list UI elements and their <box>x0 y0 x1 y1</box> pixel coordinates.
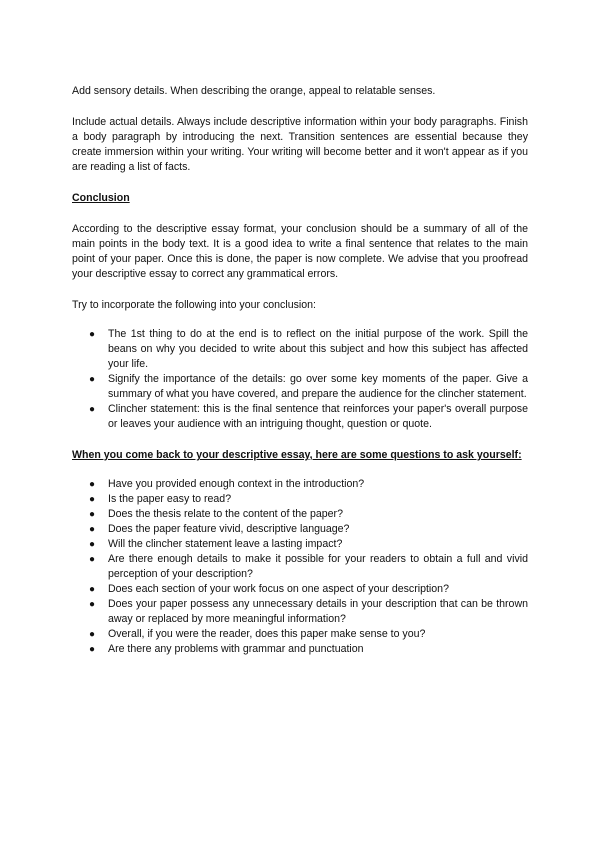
list-item-text: Does the paper feature vivid, descriptive language? <box>108 523 350 535</box>
bullet-icon: ● <box>89 644 96 655</box>
paragraph-conclusion-format: According to the descriptive essay format, your conclusion should be a summary of all of the main points in the body text. It is a good idea to write a final sentence that relates to the main point of your paper. Once this is done, the paper is now complete. We advise that you proofread your descriptive essay to correct any grammatical errors. <box>72 223 528 280</box>
paragraph-incorporate-intro: Try to incorporate the following into your conclusion: <box>72 299 316 311</box>
list-item <box>72 402 528 432</box>
paragraph-actual-details: Include actual details. Always include descriptive information within your body paragraphs. Finish a body paragraph by introducing the next. Transition sentences are essential because they create immersion within your writing. Your writing will become better and it won't appear as if you are reading a list of facts. <box>72 116 528 173</box>
list-item-text: Signify the importance of the details: go over some key moments of the paper. Give a summary of what you have covered, and prepare the audience for the clincher statement. <box>108 373 528 400</box>
bullet-icon: ● <box>89 479 96 490</box>
paragraph-sensory-details: Add sensory details. When describing the orange, appeal to relatable senses. <box>72 85 436 97</box>
bullet-icon: ● <box>89 374 96 385</box>
list-item-text: Does the thesis relate to the content of the paper? <box>108 508 343 520</box>
list-item <box>72 552 528 582</box>
list-item <box>72 327 528 372</box>
document-body <box>72 84 528 657</box>
list-item <box>72 372 528 402</box>
list-item-text: Will the clincher statement leave a lasting impact? <box>108 538 343 550</box>
list-item-text: Overall, if you were the reader, does this paper make sense to you? <box>108 628 426 640</box>
bullet-icon: ● <box>89 584 96 595</box>
conclusion-bullet-list <box>72 327 528 432</box>
bullet-icon: ● <box>89 494 96 505</box>
bullet-icon: ● <box>89 509 96 520</box>
list-item <box>72 582 528 597</box>
list-item <box>72 507 528 522</box>
list-item <box>72 597 528 627</box>
list-item-text: Are there enough details to make it possible for your readers to obtain a full and vivid perception of your description? <box>108 553 528 580</box>
list-item-text: Does each section of your work focus on one aspect of your description? <box>108 583 449 595</box>
list-item-text: Have you provided enough context in the introduction? <box>108 478 365 490</box>
questions-heading: When you come back to your descriptive essay, here are some questions to ask yourself: <box>72 449 522 461</box>
list-item-text: Is the paper easy to read? <box>108 493 232 505</box>
list-item <box>72 477 528 492</box>
bullet-icon: ● <box>89 404 96 415</box>
list-item <box>72 642 528 657</box>
list-item-text: Clincher statement: this is the final sentence that reinforces your paper's overall purpose or leaves your audience with an intriguing thought, question or quote. <box>108 403 528 430</box>
list-item <box>72 492 528 507</box>
bullet-icon: ● <box>89 554 96 565</box>
bullet-icon: ● <box>89 539 96 550</box>
list-item <box>72 522 528 537</box>
questions-bullet-list <box>72 477 528 657</box>
list-item-text: Are there any problems with grammar and punctuation <box>108 643 364 655</box>
bullet-icon: ● <box>89 524 96 535</box>
bullet-icon: ● <box>89 329 96 340</box>
list-item <box>72 627 528 642</box>
list-item-text: The 1st thing to do at the end is to reflect on the initial purpose of the work. Spill the beans on why you decided to write about this subject and how this subject has affected your life. <box>108 328 528 370</box>
bullet-icon: ● <box>89 599 96 610</box>
list-item-text: Does your paper possess any unnecessary details in your description that can be thrown away or replaced by more meaningful information? <box>108 598 528 625</box>
bullet-icon: ● <box>89 629 96 640</box>
conclusion-heading: Conclusion <box>72 192 130 204</box>
list-item <box>72 537 528 552</box>
